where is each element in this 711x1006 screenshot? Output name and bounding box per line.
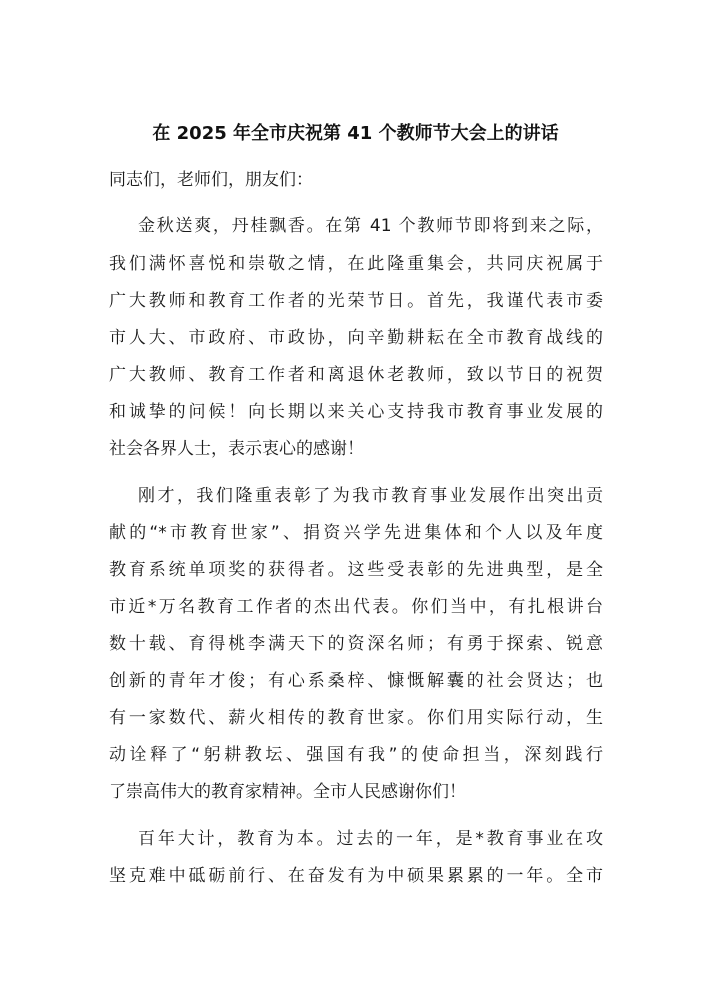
document-title: 在 2025 年全市庆祝第 41 个教师节大会上的讲话: [152, 123, 559, 144]
paragraph-1-line: 和诚挚的问候！向长期以来关心支持我市教育事业发展的: [109, 402, 603, 422]
paragraph-2-line: 教育系统单项奖的获得者。这些受表彰的先进典型，是全: [109, 560, 603, 580]
paragraph-2-line: 献的“*市教育世家”、捐资兴学先进集体和个人以及年度: [109, 523, 603, 543]
paragraph-2-line: 有一家数代、薪火相传的教育世家。你们用实际行动，生: [109, 708, 603, 728]
paragraph-2-line: 创新的青年才俊；有心系桑梓、慷慨解囊的社会贤达；也: [109, 671, 603, 691]
paragraph-1-line: 广大教师和教育工作者的光荣节日。首先，我谨代表市委: [109, 291, 603, 311]
paragraph-2-line: 了崇高伟大的教育家精神。全市人民感谢你们！: [109, 782, 466, 802]
paragraph-2-line: 刚才，我们隆重表彰了为我市教育事业发展作出突出贡: [138, 486, 603, 506]
paragraph-1-line: 广大教师、教育工作者和离退休老教师，致以节日的祝贺: [109, 365, 603, 385]
paragraph-2-line: 动诠释了“躬耕教坛、强国有我”的使命担当，深刻践行: [109, 745, 603, 765]
paragraph-2-line: 数十载、育得桃李满天下的资深名师；有勇于探索、锐意: [109, 634, 603, 654]
salutation: 同志们，老师们，朋友们：: [109, 170, 313, 190]
paragraph-1-line: 金秋送爽，丹桂飘香。在第 41 个教师节即将到来之际，: [138, 216, 603, 236]
paragraph-2-line: 市近*万名教育工作者的杰出代表。你们当中，有扎根讲台: [109, 597, 603, 617]
paragraph-3-line: 坚克难中砥砺前行、在奋发有为中硕果累累的一年。全市: [109, 866, 603, 886]
paragraph-1-line: 我们满怀喜悦和崇敬之情，在此隆重集会，共同庆祝属于: [109, 254, 603, 274]
paragraph-1-line: 社会各界人士，表示衷心的感谢！: [109, 439, 364, 459]
paragraph-1-line: 市人大、市政府、市政协，向辛勤耕耘在全市教育战线的: [109, 328, 603, 348]
paragraph-3-line: 百年大计，教育为本。过去的一年，是*教育事业在攻: [138, 829, 603, 849]
